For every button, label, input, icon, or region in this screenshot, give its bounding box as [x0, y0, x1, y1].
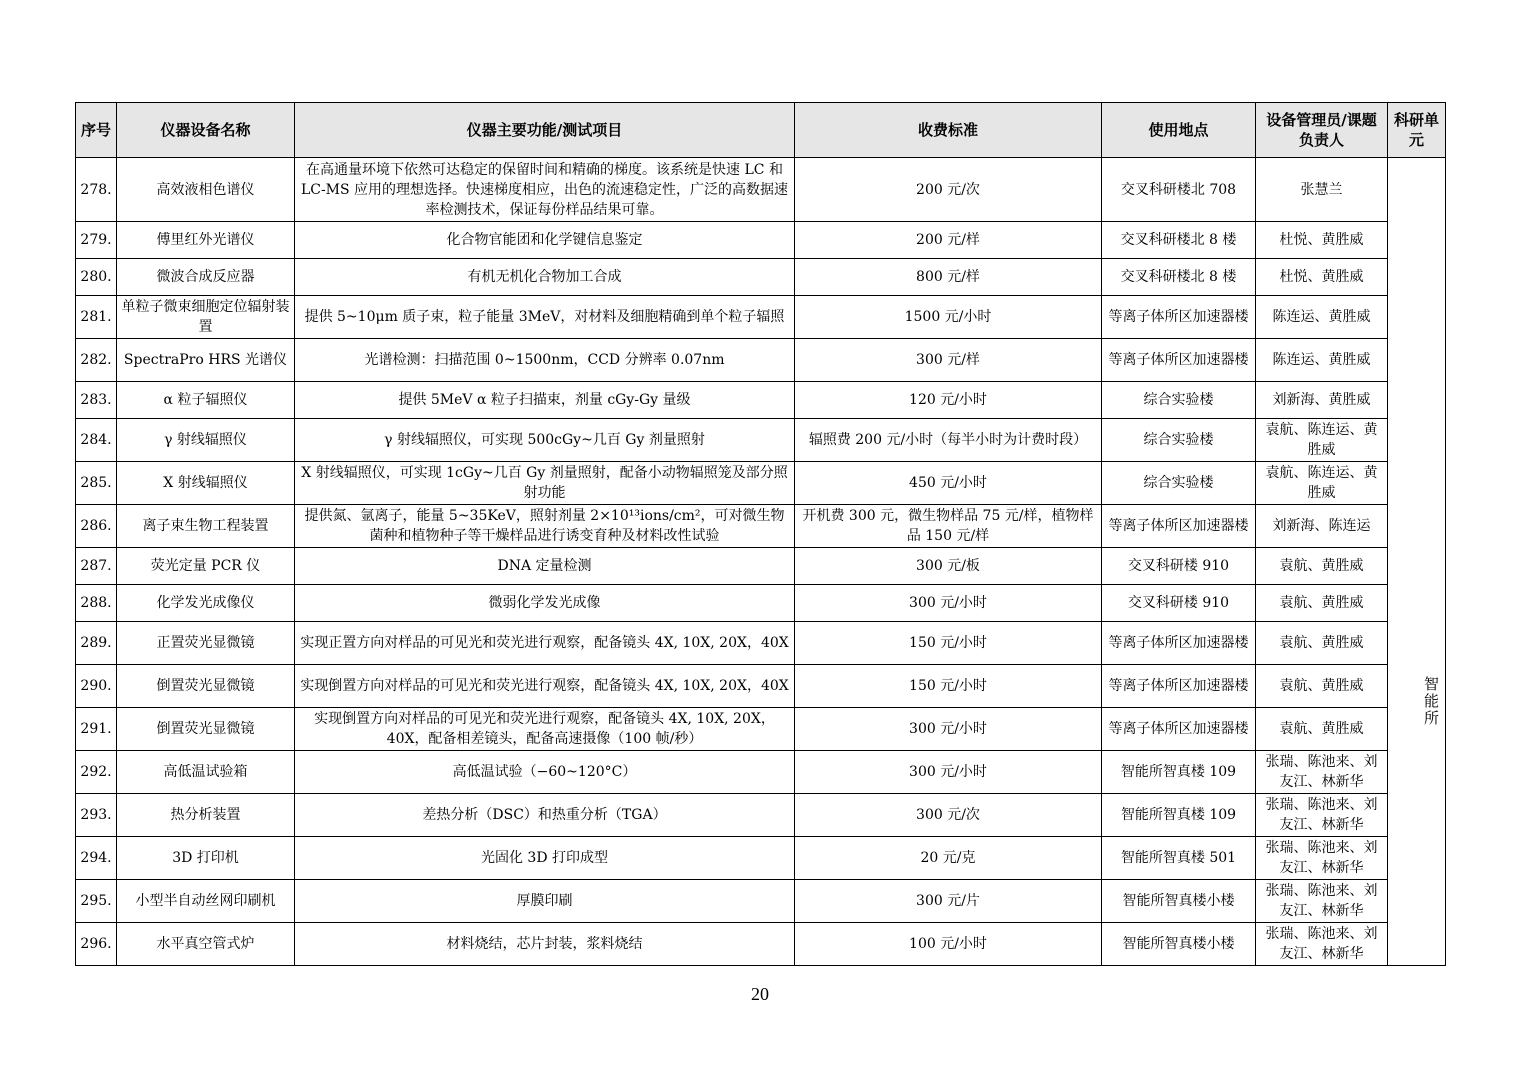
table-body [76, 158, 1446, 966]
table-row [76, 923, 1446, 966]
row-number: 279. [76, 222, 117, 259]
equipment-function: 化合物官能团和化学键信息鉴定 [295, 222, 795, 259]
equipment-name: 水平真空管式炉 [117, 923, 295, 966]
equipment-name: 傅里红外光谱仪 [117, 222, 295, 259]
usage-location: 智能所智真楼 501 [1102, 837, 1256, 880]
equipment-manager: 袁航、黄胜威 [1256, 585, 1388, 622]
row-number: 280. [76, 259, 117, 296]
row-number: 283. [76, 382, 117, 419]
equipment-manager: 张瑞、陈池来、刘友江、林新华 [1256, 794, 1388, 837]
equipment-name: 高低温试验箱 [117, 751, 295, 794]
table-row [76, 622, 1446, 665]
usage-location: 综合实验楼 [1102, 462, 1256, 505]
table-row [76, 751, 1446, 794]
header-function: 仪器主要功能/测试项目 [295, 103, 795, 158]
row-number: 287. [76, 548, 117, 585]
fee-standard: 300 元/小时 [795, 585, 1102, 622]
equipment-function: 高低温试验（−60~120°C） [295, 751, 795, 794]
equipment-function: 差热分析（DSC）和热重分析（TGA） [295, 794, 795, 837]
equipment-name: 离子束生物工程装置 [117, 505, 295, 548]
equipment-name: 正置荧光显微镜 [117, 622, 295, 665]
fee-standard: 300 元/次 [795, 794, 1102, 837]
header-no: 序号 [76, 103, 117, 158]
usage-location: 等离子体所区加速器楼 [1102, 622, 1256, 665]
equipment-name: SpectraPro HRS 光谱仪 [117, 339, 295, 382]
table-row [76, 462, 1446, 505]
equipment-function: 实现倒置方向对样品的可见光和荧光进行观察，配备镜头 4X, 10X, 20X，40X [295, 665, 795, 708]
fee-standard: 300 元/样 [795, 339, 1102, 382]
table-row [76, 708, 1446, 751]
row-number: 291. [76, 708, 117, 751]
equipment-function: 厚膜印刷 [295, 880, 795, 923]
table-row [76, 419, 1446, 462]
header-unit: 科研单元 [1388, 103, 1446, 158]
row-number: 281. [76, 296, 117, 339]
usage-location: 智能所智真楼小楼 [1102, 923, 1256, 966]
row-number: 282. [76, 339, 117, 382]
usage-location: 交叉科研楼 910 [1102, 548, 1256, 585]
header-name: 仪器设备名称 [117, 103, 295, 158]
row-number: 290. [76, 665, 117, 708]
equipment-table [75, 102, 1446, 966]
header-fee: 收费标准 [795, 103, 1102, 158]
equipment-name: 微波合成反应器 [117, 259, 295, 296]
usage-location: 等离子体所区加速器楼 [1102, 505, 1256, 548]
equipment-function: DNA 定量检测 [295, 548, 795, 585]
equipment-manager: 张瑞、陈池来、刘友江、林新华 [1256, 923, 1388, 966]
row-number: 278. [76, 158, 117, 222]
usage-location: 综合实验楼 [1102, 419, 1256, 462]
table-row [76, 382, 1446, 419]
equipment-manager: 张瑞、陈池来、刘友江、林新华 [1256, 751, 1388, 794]
usage-location: 智能所智真楼小楼 [1102, 880, 1256, 923]
equipment-manager: 袁航、黄胜威 [1256, 622, 1388, 665]
equipment-name: α 粒子辐照仪 [117, 382, 295, 419]
usage-location: 综合实验楼 [1102, 382, 1256, 419]
table-row [76, 259, 1446, 296]
equipment-manager: 杜悦、黄胜威 [1256, 259, 1388, 296]
row-number: 288. [76, 585, 117, 622]
equipment-function: 在高通量环境下依然可达稳定的保留时间和精确的梯度。该系统是快速 LC 和 LC-MS 应用的理想选择。快速梯度相应，出色的流速稳定性，广泛的高数据速率检测技术，保证每份样品结果可靠。 [295, 158, 795, 222]
row-number: 286. [76, 505, 117, 548]
equipment-name: 荧光定量 PCR 仪 [117, 548, 295, 585]
table-row [76, 585, 1446, 622]
row-number: 295. [76, 880, 117, 923]
equipment-function: 实现正置方向对样品的可见光和荧光进行观察，配备镜头 4X, 10X, 20X，40X [295, 622, 795, 665]
fee-standard: 200 元/次 [795, 158, 1102, 222]
equipment-function: X 射线辐照仪，可实现 1cGy~几百 Gy 剂量照射，配备小动物辐照笼及部分照射功能 [295, 462, 795, 505]
usage-location: 等离子体所区加速器楼 [1102, 708, 1256, 751]
table-row [76, 665, 1446, 708]
equipment-name: 热分析装置 [117, 794, 295, 837]
equipment-function: 微弱化学发光成像 [295, 585, 795, 622]
equipment-function: 光谱检测：扫描范围 0~1500nm，CCD 分辨率 0.07nm [295, 339, 795, 382]
equipment-name: X 射线辐照仪 [117, 462, 295, 505]
equipment-name: 倒置荧光显微镜 [117, 665, 295, 708]
fee-standard: 300 元/板 [795, 548, 1102, 585]
equipment-name: 化学发光成像仪 [117, 585, 295, 622]
usage-location: 交叉科研楼北 8 楼 [1102, 222, 1256, 259]
fee-standard: 800 元/样 [795, 259, 1102, 296]
usage-location: 等离子体所区加速器楼 [1102, 296, 1256, 339]
fee-standard: 300 元/小时 [795, 708, 1102, 751]
row-number: 292. [76, 751, 117, 794]
equipment-manager: 袁航、陈连运、黄胜威 [1256, 462, 1388, 505]
usage-location: 交叉科研楼 910 [1102, 585, 1256, 622]
usage-location: 智能所智真楼 109 [1102, 751, 1256, 794]
page-number: 20 [751, 984, 769, 1004]
usage-location: 等离子体所区加速器楼 [1102, 665, 1256, 708]
row-number: 293. [76, 794, 117, 837]
row-number: 285. [76, 462, 117, 505]
equipment-manager: 刘新海、陈连运 [1256, 505, 1388, 548]
fee-standard: 150 元/小时 [795, 622, 1102, 665]
equipment-function: 有机无机化合物加工合成 [295, 259, 795, 296]
fee-standard: 1500 元/小时 [795, 296, 1102, 339]
equipment-function: 提供 5~10μm 质子束，粒子能量 3MeV，对材料及细胞精确到单个粒子辐照 [295, 296, 795, 339]
equipment-manager: 袁航、黄胜威 [1256, 665, 1388, 708]
equipment-function: 光固化 3D 打印成型 [295, 837, 795, 880]
equipment-name: 小型半自动丝网印刷机 [117, 880, 295, 923]
row-number: 289. [76, 622, 117, 665]
table-row [76, 296, 1446, 339]
table-row [76, 158, 1446, 222]
equipment-manager: 张瑞、陈池来、刘友江、林新华 [1256, 880, 1388, 923]
equipment-function: 提供 5MeV α 粒子扫描束，剂量 cGy-Gy 量级 [295, 382, 795, 419]
equipment-name: 3D 打印机 [117, 837, 295, 880]
equipment-name: 单粒子微束细胞定位辐射装置 [117, 296, 295, 339]
equipment-manager: 杜悦、黄胜威 [1256, 222, 1388, 259]
equipment-name: γ 射线辐照仪 [117, 419, 295, 462]
equipment-manager: 陈连运、黄胜威 [1256, 339, 1388, 382]
fee-standard: 120 元/小时 [795, 382, 1102, 419]
table-row [76, 222, 1446, 259]
usage-location: 交叉科研楼北 8 楼 [1102, 259, 1256, 296]
equipment-manager: 张瑞、陈池来、刘友江、林新华 [1256, 837, 1388, 880]
fee-standard: 辐照费 200 元/小时（每半小时为计费时段） [795, 419, 1102, 462]
equipment-function: 提供氮、氩离子，能量 5~35KeV，照射剂量 2×10¹³ions/cm²，可对微生物菌种和植物种子等干燥样品进行诱变育种及材料改性试验 [295, 505, 795, 548]
row-number: 296. [76, 923, 117, 966]
usage-location: 智能所智真楼 109 [1102, 794, 1256, 837]
header-location: 使用地点 [1102, 103, 1256, 158]
equipment-function: γ 射线辐照仪，可实现 500cGy~几百 Gy 剂量照射 [295, 419, 795, 462]
table-row [76, 505, 1446, 548]
table-row [76, 794, 1446, 837]
table-row [76, 339, 1446, 382]
header-row [76, 103, 1446, 158]
equipment-function: 材料烧结，芯片封装，浆料烧结 [295, 923, 795, 966]
fee-standard: 20 元/克 [795, 837, 1102, 880]
fee-standard: 300 元/小时 [795, 751, 1102, 794]
equipment-manager: 袁航、陈连运、黄胜威 [1256, 419, 1388, 462]
equipment-function: 实现倒置方向对样品的可见光和荧光进行观察，配备镜头 4X, 10X, 20X，40X，配备相差镜头，配备高速摄像（100 帧/秒） [295, 708, 795, 751]
usage-location: 交叉科研楼北 708 [1102, 158, 1256, 222]
equipment-manager: 袁航、黄胜威 [1256, 708, 1388, 751]
row-number: 294. [76, 837, 117, 880]
header-manager: 设备管理员/课题负责人 [1256, 103, 1388, 158]
table-row [76, 880, 1446, 923]
fee-standard: 450 元/小时 [795, 462, 1102, 505]
equipment-manager: 袁航、黄胜威 [1256, 548, 1388, 585]
fee-standard: 300 元/片 [795, 880, 1102, 923]
equipment-name: 高效液相色谱仪 [117, 158, 295, 222]
fee-standard: 开机费 300 元，微生物样品 75 元/样，植物样品 150 元/样 [795, 505, 1102, 548]
fee-standard: 150 元/小时 [795, 665, 1102, 708]
usage-location: 等离子体所区加速器楼 [1102, 339, 1256, 382]
equipment-name: 倒置荧光显微镜 [117, 708, 295, 751]
fee-standard: 100 元/小时 [795, 923, 1102, 966]
fee-standard: 200 元/样 [795, 222, 1102, 259]
equipment-manager: 陈连运、黄胜威 [1256, 296, 1388, 339]
row-number: 284. [76, 419, 117, 462]
equipment-manager: 张慧兰 [1256, 158, 1388, 222]
table-row [76, 837, 1446, 880]
table-row [76, 548, 1446, 585]
research-unit: 智能所 [1388, 158, 1446, 966]
equipment-manager: 刘新海、黄胜威 [1256, 382, 1388, 419]
